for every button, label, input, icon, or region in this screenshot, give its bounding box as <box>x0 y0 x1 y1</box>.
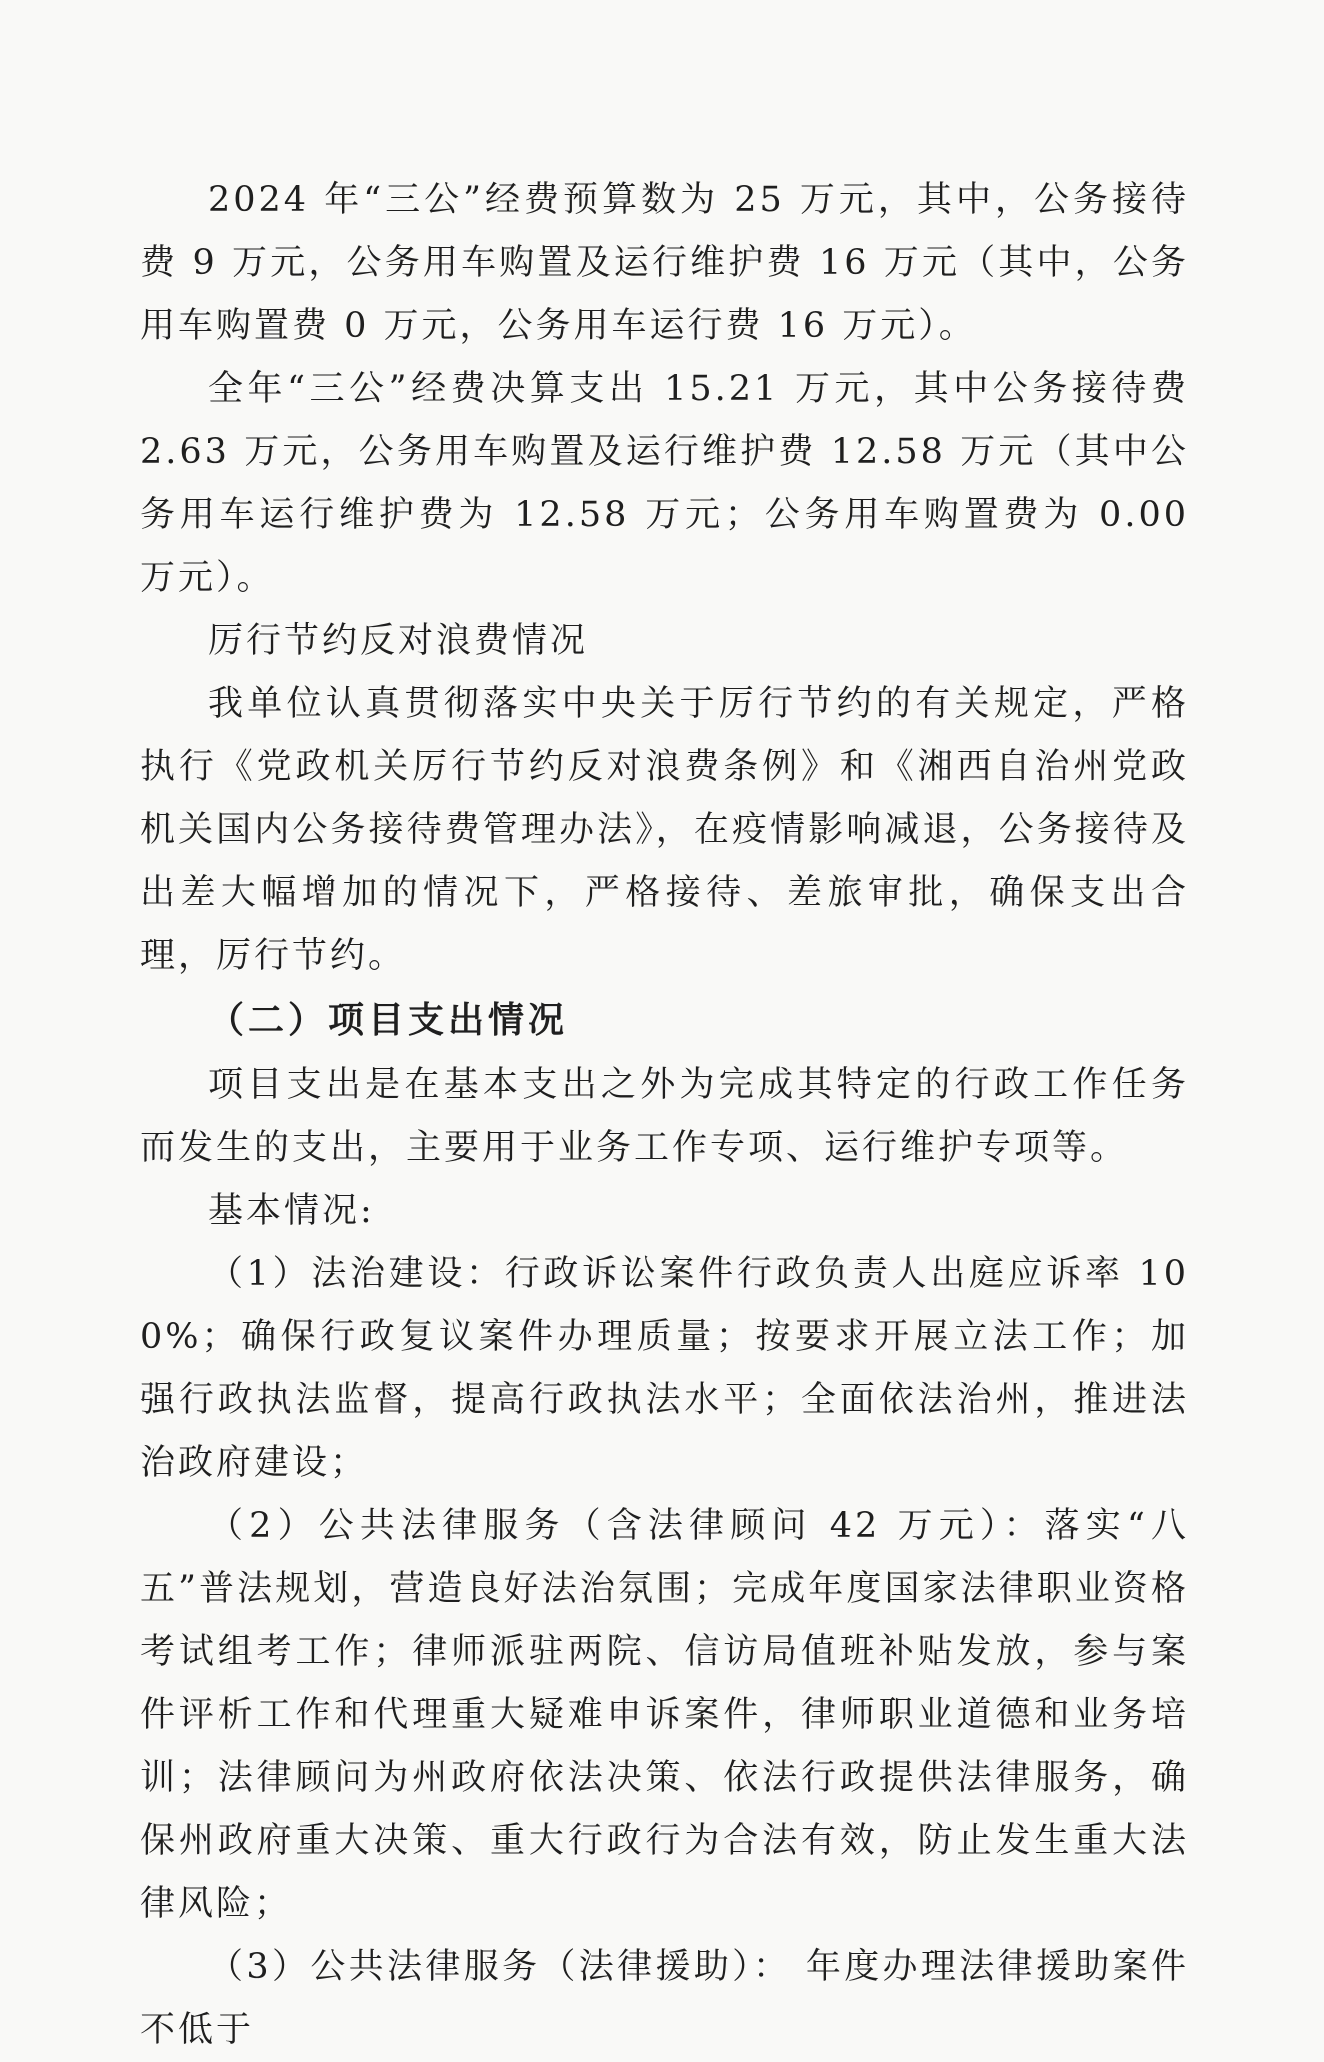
paragraph-legal-aid: （3）公共法律服务（法律援助）： 年度办理法律援助案件不低于 <box>140 1947 1189 2050</box>
paragraph-rule-of-law: （1）法治建设：行政诉讼案件行政负责人出庭应诉率 100%；确保行政复议案件办理质量；按要求开展立法工作；加强行政执法监督，提高行政执法水平；全面依法治州，推进法治政府建设； <box>140 1254 1189 1483</box>
paragraph-budget: 2024 年“三公”经费预算数为 25 万元，其中，公务接待费 9 万元，公务用车购置及运行维护费 16 万元（其中，公务用车购置费 0 万元，公务用车运行费 16 万元）。 <box>140 180 1189 346</box>
paragraph-project-definition: 项目支出是在基本支出之外为完成其特定的行政工作任务而发生的支出，主要用于业务工作专项、运行维护专项等。 <box>140 1065 1189 1168</box>
section-heading-project-expenditure: （二）项目支出情况 <box>208 1000 569 1041</box>
paragraph-basic-situation-label: 基本情况: <box>208 1191 375 1231</box>
paragraph-frugality-body: 我单位认真贯彻落实中央关于厉行节约的有关规定，严格执行《党政机关厉行节约反对浪费条例》和《湘西自治州党政机关国内公务接待费管理办法》，在疫情影响减退，公务接待及出差大幅增加的情况下，严格接待、差旅审批，确保支出合理，厉行节约。 <box>140 684 1189 976</box>
paragraph-final-accounts: 全年“三公”经费决算支出 15.21 万元，其中公务接待费 2.63 万元，公务用车购置及运行维护费 12.58 万元（其中公务用车运行维护费为 12.58 万元；公务用车购置费为 0.00 万元）。 <box>140 369 1189 598</box>
paragraph-frugality-title: 厉行节约反对浪费情况 <box>208 621 589 661</box>
paragraph-public-legal-service: （2）公共法律服务（含法律顾问 42 万元）：落实“八五”普法规划，营造良好法治氛围；完成年度国家法律职业资格考试组考工作；律师派驻两院、信访局值班补贴发放，参与案件评析工作和代理重大疑难申诉案件，律师职业道德和业务培训；法律顾问为州政府依法决策、依法行政提供法律服务，确保州政府重大决策、重大行政行为合法有效，防止发生重大法律风险； <box>140 1506 1189 1924</box>
